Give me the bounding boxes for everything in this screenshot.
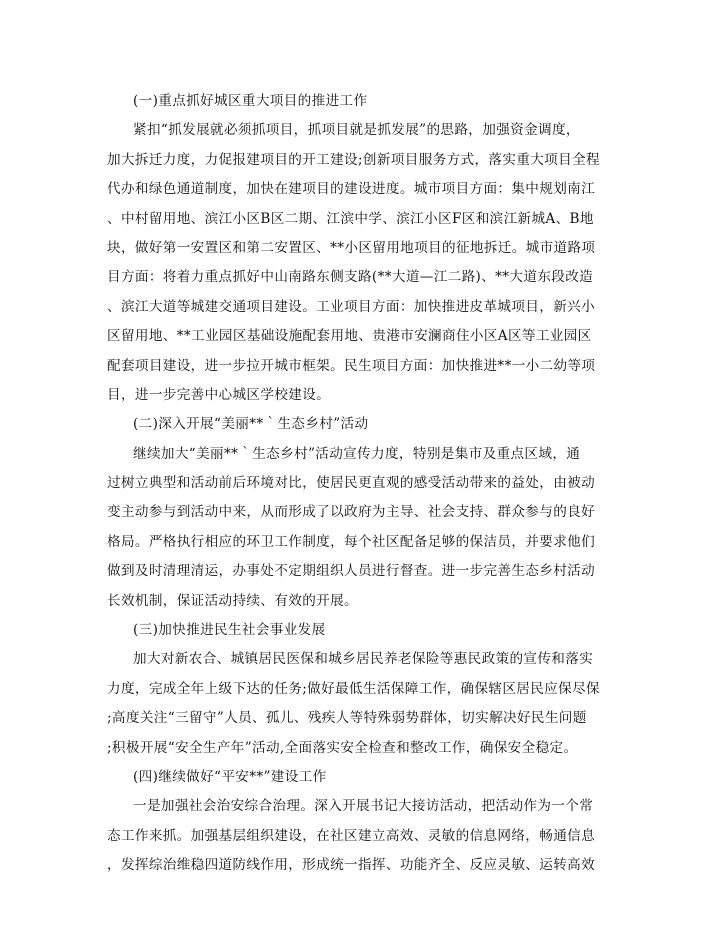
paragraph-line: 做到及时清理清运，办事处不定期组织人员进行督查。进一步完善生态乡村活动 — [107, 563, 596, 580]
paragraph-line: 格局。严格执行相应的环卫工作制度，每个社区配备足够的保洁员，并要求他们 — [107, 533, 596, 550]
section-heading: (三)加快推进民生社会事业发展 — [133, 622, 326, 639]
paragraph-line: 力度，完成全年上级下达的任务;做好最低生活保障工作，确保辖区居民应保尽保 — [107, 680, 600, 697]
paragraph-line: 长效机制，保证活动持续、有效的开展。 — [107, 592, 358, 609]
paragraph-line: 变主动参与到活动中来，从而形成了以政府为主导、社会支持、群众参与的良好 — [107, 504, 596, 521]
paragraph-line: 配套项目建设，进一步拉开城市框架。民生项目方面：加快推进**一小二幼等项 — [107, 357, 596, 374]
paragraph-line: 目，进一步完善中心城区学校建设。 — [107, 386, 331, 403]
paragraph-line: 、滨江大道等城建交通项目建设。工业项目方面：加快推进皮革城项目，新兴小 — [107, 298, 596, 315]
document-body — [107, 87, 633, 881]
section-heading: (一)重点抓好城区重大项目的推进工作 — [133, 93, 368, 109]
section-heading: (二)深入开展“美丽**｀生态乡村”活动 — [133, 416, 369, 433]
paragraph-line: ;高度关注“三留守”人员、孤儿、残疾人等特殊弱势群体，切实解决好民生问题 — [107, 710, 587, 727]
paragraph-line: 加大拆迁力度，力促报建项目的开工建设;创新项目服务方式，落实重大项目全程 — [107, 151, 600, 168]
paragraph-line: ;积极开展“安全生产年”活动,全面落实安全检查和整改工作，确保安全稳定。 — [107, 739, 578, 756]
paragraph-line: 代办和绿色通道制度，加快在建项目的建设进度。城市项目方面：集中规划南江 — [107, 181, 596, 198]
paragraph-line: 一是加强社会治安综合治理。深入开展书记大接访活动，把活动作为一个常 — [133, 798, 594, 815]
section-heading: (四)继续做好“平安**”建设工作 — [133, 768, 327, 785]
paragraph-line: 态工作来抓。加强基层组织建设，在社区建立高效、灵敏的信息网络，畅通信息 — [107, 827, 596, 844]
paragraph-line: 继续加大“美丽**｀生态乡村”活动宣传力度，特别是集市及重点区域，通 — [133, 445, 581, 462]
paragraph-line: ，发挥综治维稳四道防线作用，形成统一指挥、功能齐全、反应灵敏、运转高效 — [107, 857, 596, 874]
paragraph-line: 加大对新农合、城镇居民医保和城乡居民养老保险等惠民政策的宣传和落实 — [133, 651, 594, 668]
paragraph-line: 紧扣“抓发展就必须抓项目，抓项目就是抓发展”的思路，加强资金调度， — [133, 122, 580, 139]
paragraph-line: 块，做好第一安置区和第二安置区、**小区留用地项目的征地拆迁。城市道路项 — [107, 239, 596, 256]
paragraph-line: 目方面：将着力重点抓好中山南路东侧支路(**大道—江二路)、**大道东段改造 — [107, 269, 594, 286]
paragraph-line: 过树立典型和活动前后环境对比，使居民更直观的感受活动带来的益处，由被动 — [107, 475, 596, 492]
paragraph-line: 区留用地、**工业园区基础设施配套用地、贵港市安澜商住小区A区等工业园区 — [107, 328, 592, 345]
paragraph-line: 、中村留用地、滨江小区B区二期、江滨中学、滨江小区F区和滨江新城A、B地 — [107, 210, 594, 227]
